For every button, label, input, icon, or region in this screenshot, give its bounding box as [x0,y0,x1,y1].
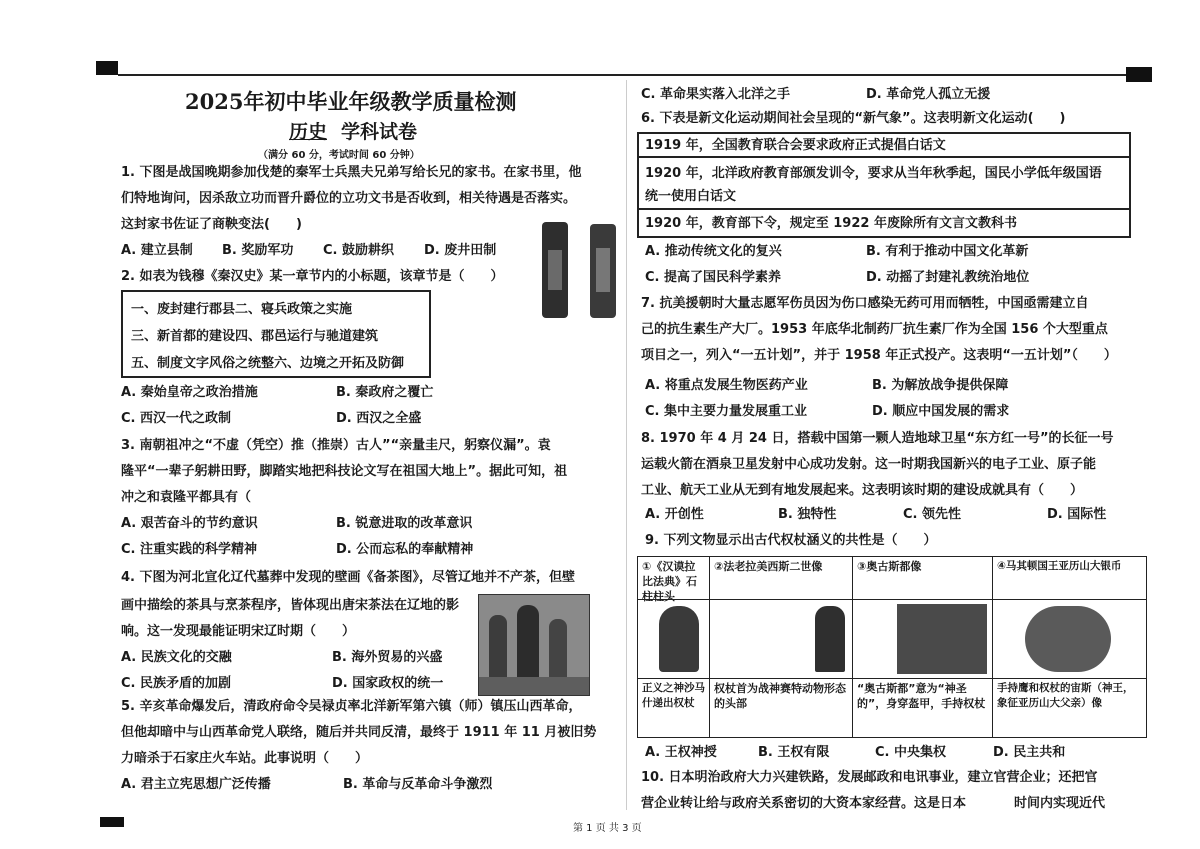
q9-desc-2: 权杖首为战神赛特动物形态的头部 [709,678,853,738]
q9-option-b: B. 王权有限 [758,745,830,760]
q8-option-d: D. 国际性 [1047,507,1107,522]
q2-box-line-3: 五、制度文字风俗之统整六、边境之开拓及防御 [131,356,405,371]
q1-option-d: D. 废井田制 [424,243,497,258]
q7-line-2: 己的抗生素生产大厂。1953 年底华北制药厂抗生素厂作为全国 156 个大型重点 [641,322,1108,337]
q2-option-a: A. 秦始皇帝之政治措施 [121,385,258,400]
q6-row-2-text-2: 统一使用白话文 [645,189,737,204]
q3-line-1: 3. 南朝祖冲之“不虚（凭空）推（推崇）古人”“亲量圭尺，躬察仪漏”。袁 [121,438,551,453]
ramesses-statue-image [815,606,845,672]
q6-row-3 [637,208,1131,238]
q6-row-2 [637,156,1131,210]
q7-option-a: A. 将重点发展生物医药产业 [645,378,808,393]
q4-option-a: A. 民族文化的交融 [121,650,232,665]
q8-option-c: C. 领先性 [903,507,962,522]
q4-option-c: C. 民族矛盾的加剧 [121,676,232,691]
q3-line-3: 冲之和袁隆平都具有（ [121,490,252,505]
q9-head-3: ③奥古斯都像 [852,556,993,600]
q1-line-1: 1. 下图是战国晚期参加伐楚的秦军士兵黑夫兄弟写给长兄的家书。在家书里，他 [121,165,582,180]
q5-option-d: D. 革命党人孤立无援 [866,87,991,102]
q6-option-d: D. 动摇了封建礼教统治地位 [866,270,1030,285]
q8-option-b: B. 独特性 [778,507,837,522]
q2-option-d: D. 西汉之全盛 [336,411,422,426]
q9-option-d: D. 民主共和 [993,745,1066,760]
q6-row-1 [637,132,1131,158]
hammurabi-stele-image [659,606,699,672]
q1-line-2: 们特地询问，因杀敌立功而晋升爵位的立功文书是否收到，相关待遇是否落实。 [121,191,577,206]
q9-artifact-table [637,556,1147,738]
q9-desc-3: “奥古斯都”意为“神圣的”，身穿盔甲，手持权杖 [852,678,993,738]
q9-head-2: ②法老拉美西斯二世像 [709,556,853,600]
page-footer: 第 1 页 共 3 页 [573,823,642,834]
q9-option-c: C. 中央集权 [875,745,947,760]
q9-desc-1: 正义之神沙马什递出权杖 [637,678,710,738]
q6-table [637,132,1131,238]
q9-head-4: ④马其顿国王亚历山大银币 [992,556,1147,600]
q3-option-d: D. 公而忘私的奉献精神 [336,542,474,557]
q10-line-2a: 营企业转让给与政府关系密切的大资本家经营。这是日本 [641,796,967,811]
q8-line-3: 工业、航天工业从无到有地发展起来。这表明该时期的建设成就具有（ ） [641,483,1084,498]
q6-option-a: A. 推动传统文化的复兴 [645,244,782,259]
q4-option-d: D. 国家政权的统一 [332,676,444,691]
q3-option-a: A. 艰苦奋斗的节约意识 [121,516,258,531]
q9-desc-4: 手持鹰和权杖的宙斯（神王，象征亚历山大父亲）像 [992,678,1147,738]
q4-option-b: B. 海外贸易的兴盛 [332,650,443,665]
q2-box-line-2: 三、新首都的建设四、郡邑运行与驰道建筑 [131,329,379,344]
registration-mark-top-left [96,61,118,75]
q7-line-1: 7. 抗美援朝时大量志愿军伤员因为伤口感染无药可用而牺牲，中国亟需建立自 [641,296,1089,311]
q1-option-a: A. 建立县制 [121,243,193,258]
registration-mark-top-right [1126,67,1152,82]
q2-stem: 2. 如表为钱穆《秦汉史》某一章节内的小标题，该章节是（ ） [121,269,504,284]
q6-stem: 6. 下表是新文化运动期间社会呈现的“新气象”。这表明新文化运动( ) [641,111,1066,126]
q10-line-1: 10. 日本明治政府大力兴建铁路，发展邮政和电讯事业，建立官营企业；还把官 [641,770,1098,785]
subject-line [275,117,417,144]
q7-option-b: B. 为解放战争提供保障 [872,378,1009,393]
q4-line-1: 4. 下图为河北宣化辽代墓葬中发现的壁画《备茶图》，尽管辽地并不产茶，但壁 [121,570,576,585]
column-divider [626,80,627,810]
q5-line-3: 力暗杀于石家庄火车站。此事说明（ ） [121,751,369,766]
top-rule [118,74,1126,76]
q3-line-2: 隆平“一辈子躬耕田野，脚踏实地把科技论文写在祖国大地上”。据此可知，祖 [121,464,568,479]
subject-name: 历史 [289,121,328,143]
q4-line-3: 响。这一发现最能证明宋辽时期（ ） [121,624,356,639]
tea-mural-image [478,594,590,696]
q1-option-b: B. 奖励军功 [222,243,294,258]
q6-option-b: B. 有利于推动中国文化革新 [866,244,1029,259]
q10-line-2b: 时间内实现近代 [1014,796,1106,811]
q6-row-1-text: 1919 年，全国教育联合会要求政府正式提倡白话文 [645,138,946,153]
q2-option-c: C. 西汉一代之政制 [121,411,232,426]
q1-line-3: 这封家书佐证了商鞅变法( ) [121,217,302,232]
q5-line-2: 但他却暗中与山西革命党人联络，随后并共同反清，最终于 1911 年 11 月被旧势 [121,725,597,740]
augustus-statue-image [897,604,987,674]
q8-option-a: A. 开创性 [645,507,704,522]
q8-line-1: 8. 1970 年 4 月 24 日，搭载中国第一颗人造地球卫星“东方红一号”的长征一号 [641,431,1114,446]
bamboo-slips-image [540,220,620,320]
q6-row-2-text-1: 1920 年，北洋政府教育部颁发训令，要求从当年秋季起，国民小学低年级国语 [645,166,1102,181]
q6-row-3-text: 1920 年，教育部下令，规定至 1922 年废除所有文言文教科书 [645,216,1017,231]
q7-option-d: D. 顺应中国发展的需求 [872,404,1010,419]
q4-line-2: 画中描绘的茶具与烹茶程序，皆体现出唐宋茶法在辽地的影 [121,598,460,613]
q3-option-c: C. 注重实践的科学精神 [121,542,258,557]
q7-option-c: C. 集中主要力量发展重工业 [645,404,808,419]
q2-box [121,290,431,378]
exam-meta: （满分 60 分，考试时间 60 分钟） [258,150,420,161]
exam-title: 2025年初中毕业年级教学质量检测 [185,89,517,114]
q9-head-1: ①《汉谟拉比法典》石柱柱头 [637,556,710,600]
q6-option-c: C. 提高了国民科学素养 [645,270,782,285]
q5-option-c: C. 革命果实落入北洋之手 [641,87,791,102]
alexander-coin-image [1025,606,1111,672]
q1-option-c: C. 鼓励耕织 [323,243,395,258]
q3-option-b: B. 锐意进取的改革意识 [336,516,473,531]
q8-line-2: 运载火箭在酒泉卫星发射中心成功发射。这一时期我国新兴的电子工业、原子能 [641,457,1097,472]
q5-option-b: B. 革命与反革命斗争激烈 [343,777,493,792]
q7-line-3: 项目之一，列入“一五计划”，并于 1958 年正式投产。这表明“一五计划”（ ） [641,348,1117,363]
q9-stem: 9. 下列文物显示出古代权杖涵义的共性是（ ） [645,533,937,548]
q2-option-b: B. 秦政府之覆亡 [336,385,434,400]
q2-box-line-1: 一、废封建行郡县二、寝兵政策之实施 [131,302,353,317]
q5-option-a: A. 君主立宪思想广泛传播 [121,777,271,792]
q5-line-1: 5. 辛亥革命爆发后，清政府命令吴禄贞率北洋新军第六镇（师）镇压山西革命， [121,699,582,714]
registration-mark-bottom-left [100,817,124,827]
q9-option-a: A. 王权神授 [645,745,717,760]
subject-suffix: 学科试卷 [341,121,418,143]
